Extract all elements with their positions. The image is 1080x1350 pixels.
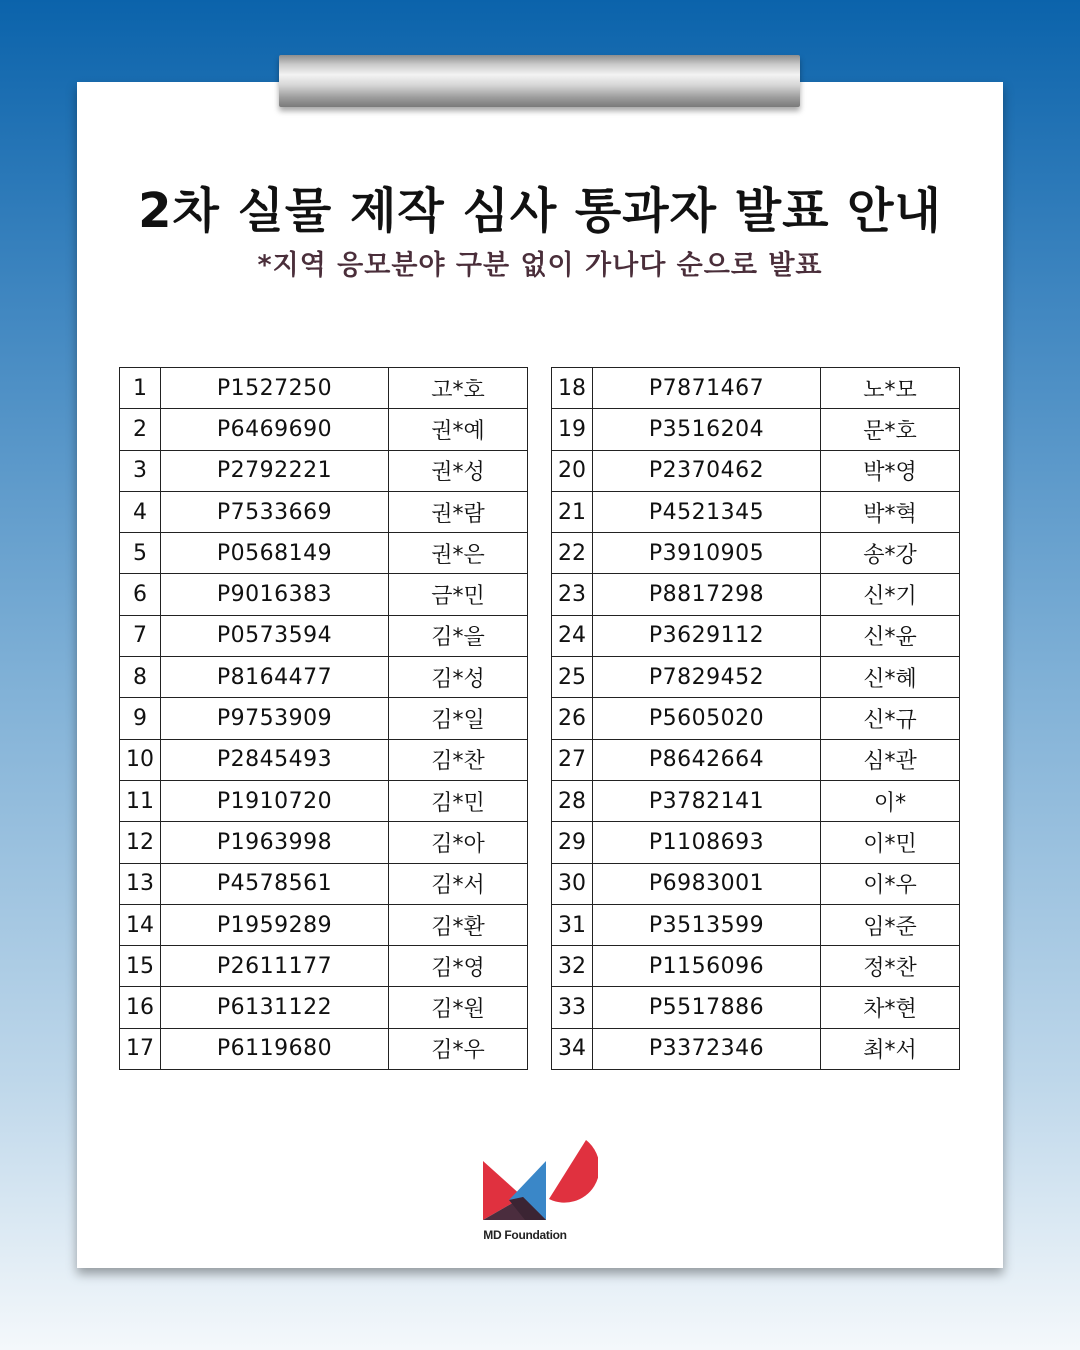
table-row [552,450,960,491]
applicant-code: P1527250 [161,368,389,409]
applicant-name: 신*기 [821,574,960,615]
applicant-name: 임*준 [821,904,960,945]
row-number: 4 [120,491,161,532]
table-row [552,368,960,409]
applicant-code: P2611177 [161,946,389,987]
row-number: 19 [552,409,593,450]
applicant-name: 김*서 [389,863,528,904]
row-number: 24 [552,615,593,656]
row-number: 29 [552,822,593,863]
applicant-name: 이* [821,780,960,821]
applicant-name: 금*민 [389,574,528,615]
table-row [552,946,960,987]
table-row [120,368,528,409]
applicant-name: 김*민 [389,780,528,821]
row-number: 21 [552,491,593,532]
applicant-name: 김*원 [389,987,528,1028]
table-row [120,780,528,821]
applicant-name: 김*영 [389,946,528,987]
applicant-code: P7533669 [161,491,389,532]
row-number: 30 [552,863,593,904]
applicant-code: P0568149 [161,533,389,574]
applicant-code: P7829452 [593,657,821,698]
table-row [552,863,960,904]
applicant-code: P8642664 [593,739,821,780]
applicant-code: P8817298 [593,574,821,615]
applicant-code: P1156096 [593,946,821,987]
row-number: 27 [552,739,593,780]
row-number: 3 [120,450,161,491]
table-row [552,574,960,615]
row-number: 15 [120,946,161,987]
row-number: 18 [552,368,593,409]
table-row [552,822,960,863]
applicant-code: P3516204 [593,409,821,450]
applicant-name: 신*규 [821,698,960,739]
applicant-name: 정*찬 [821,946,960,987]
applicant-code: P2845493 [161,739,389,780]
applicant-code: P1910720 [161,780,389,821]
applicant-code: P4521345 [593,491,821,532]
applicant-name: 박*영 [821,450,960,491]
applicant-name: 송*강 [821,533,960,574]
applicant-name: 신*윤 [821,615,960,656]
applicant-code: P7871467 [593,368,821,409]
row-number: 31 [552,904,593,945]
row-number: 1 [120,368,161,409]
applicant-code: P6469690 [161,409,389,450]
table-row [552,987,960,1028]
applicant-name: 이*우 [821,863,960,904]
row-number: 6 [120,574,161,615]
row-number: 23 [552,574,593,615]
applicant-name: 김*아 [389,822,528,863]
applicant-name: 문*호 [821,409,960,450]
applicant-name: 노*모 [821,368,960,409]
table-row [120,987,528,1028]
table-row [552,409,960,450]
applicant-code: P0573594 [161,615,389,656]
applicant-code: P5605020 [593,698,821,739]
table-row [552,533,960,574]
row-number: 12 [120,822,161,863]
applicant-name: 권*은 [389,533,528,574]
row-number: 16 [120,987,161,1028]
applicant-code: P6119680 [161,1028,389,1069]
applicant-code: P5517886 [593,987,821,1028]
row-number: 26 [552,698,593,739]
page-title: 2차 실물 제작 심사 통과자 발표 안내 [138,183,942,239]
row-number: 10 [120,739,161,780]
applicant-name: 권*람 [389,491,528,532]
roster-table-right [551,367,960,1070]
row-number: 33 [552,987,593,1028]
applicant-code: P3910905 [593,533,821,574]
applicant-name: 김*성 [389,657,528,698]
applicant-code: P3782141 [593,780,821,821]
table-row [120,450,528,491]
table-row [552,904,960,945]
applicant-code: P1963998 [161,822,389,863]
applicant-code: P1108693 [593,822,821,863]
applicant-code: P9753909 [161,698,389,739]
applicant-name: 신*혜 [821,657,960,698]
applicant-code: P3372346 [593,1028,821,1069]
row-number: 34 [552,1028,593,1069]
row-number: 2 [120,409,161,450]
table-row [120,409,528,450]
table-row [120,491,528,532]
applicant-code: P8164477 [161,657,389,698]
table-row [120,946,528,987]
row-number: 32 [552,946,593,987]
row-number: 17 [120,1028,161,1069]
table-row [552,780,960,821]
logo-half-circle [549,1140,598,1203]
row-number: 11 [120,780,161,821]
applicant-name: 최*서 [821,1028,960,1069]
table-row [120,739,528,780]
applicant-name: 김*환 [389,904,528,945]
table-row [552,615,960,656]
table-row [552,657,960,698]
table-row [552,491,960,532]
applicant-name: 고*호 [389,368,528,409]
applicant-name: 김*찬 [389,739,528,780]
applicant-name: 권*예 [389,409,528,450]
clipboard-clip [279,55,800,107]
table-row [120,822,528,863]
row-number: 9 [120,698,161,739]
applicant-code: P6983001 [593,863,821,904]
applicant-name: 김*우 [389,1028,528,1069]
md-foundation-logo-icon [483,1140,598,1220]
table-row [120,698,528,739]
applicant-name: 차*현 [821,987,960,1028]
table-row [120,904,528,945]
applicant-code: P1959289 [161,904,389,945]
row-number: 13 [120,863,161,904]
row-number: 25 [552,657,593,698]
table-row [120,615,528,656]
logo-text: MD Foundation [483,1228,567,1242]
table-row [552,698,960,739]
row-number: 14 [120,904,161,945]
table-row [552,739,960,780]
applicant-name: 김*일 [389,698,528,739]
applicant-code: P3513599 [593,904,821,945]
row-number: 20 [552,450,593,491]
table-row [120,863,528,904]
applicant-code: P9016383 [161,574,389,615]
roster-table-left [119,367,528,1070]
row-number: 7 [120,615,161,656]
row-number: 22 [552,533,593,574]
applicant-code: P2370462 [593,450,821,491]
applicant-code: P6131122 [161,987,389,1028]
row-number: 8 [120,657,161,698]
applicant-name: 김*을 [389,615,528,656]
applicant-name: 권*성 [389,450,528,491]
row-number: 28 [552,780,593,821]
applicant-name: 이*민 [821,822,960,863]
row-number: 5 [120,533,161,574]
table-row [552,1028,960,1069]
table-row [120,574,528,615]
table-row [120,1028,528,1069]
applicant-code: P2792221 [161,450,389,491]
applicant-code: P3629112 [593,615,821,656]
table-row [120,533,528,574]
table-row [120,657,528,698]
applicant-code: P4578561 [161,863,389,904]
applicant-name: 박*혁 [821,491,960,532]
applicant-name: 심*관 [821,739,960,780]
page-subtitle: *지역 응모분야 구분 없이 가나다 순으로 발표 [257,250,823,281]
